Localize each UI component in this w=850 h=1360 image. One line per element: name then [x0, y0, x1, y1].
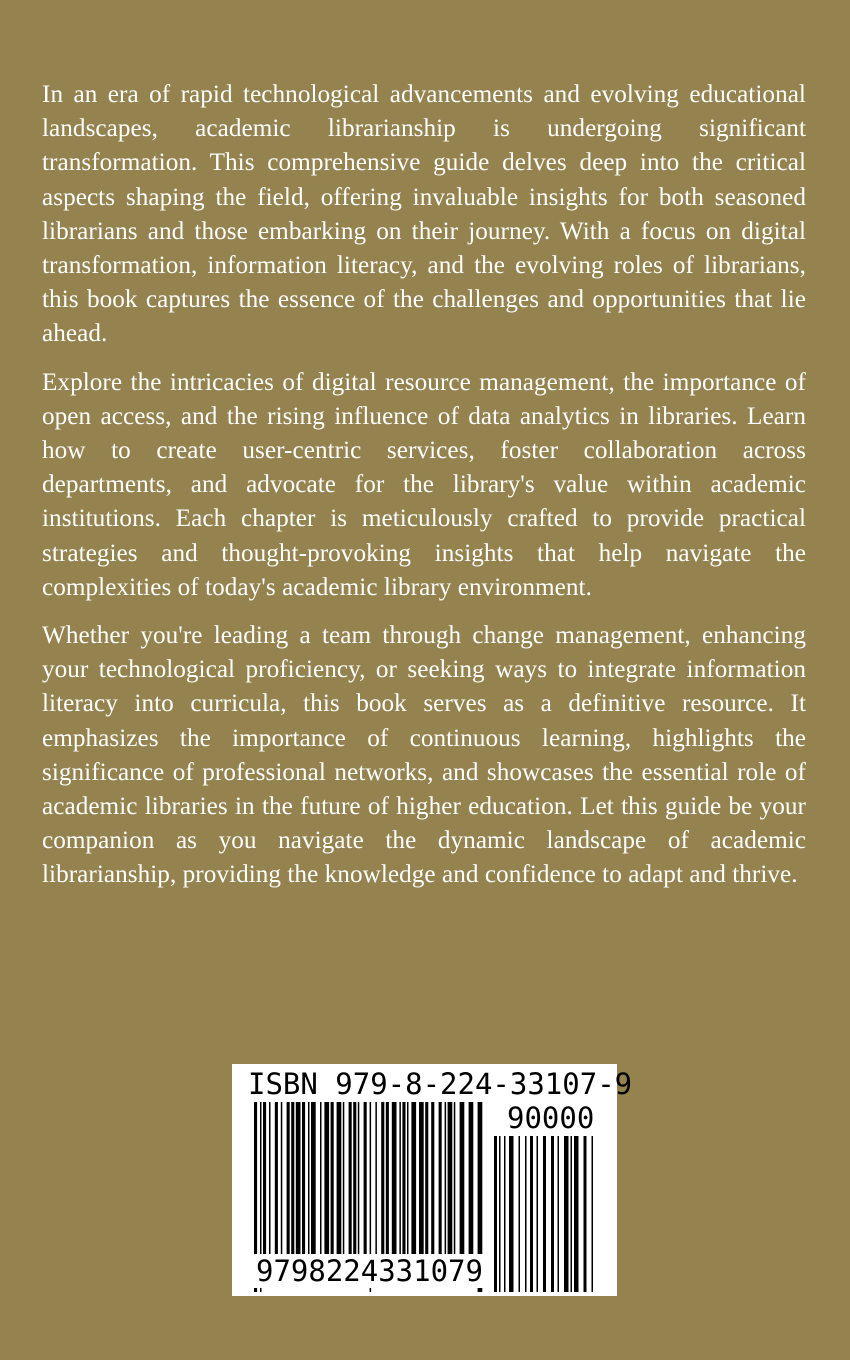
addon-bar [494, 1136, 497, 1292]
price-addon: 90000 [507, 1101, 595, 1135]
addon-bar [509, 1136, 514, 1292]
barcode-bar [269, 1102, 271, 1254]
barcode-bar [375, 1102, 377, 1254]
barcode-bar [407, 1102, 409, 1254]
barcode-bar [381, 1102, 384, 1254]
barcode-bar [287, 1102, 290, 1254]
barcode-bar [343, 1102, 345, 1254]
addon-bar [551, 1136, 554, 1292]
addon-bar [543, 1136, 546, 1292]
barcode-bar [275, 1102, 278, 1254]
barcode-bar [302, 1102, 305, 1254]
barcode-bar [311, 1102, 316, 1254]
barcode-bar [392, 1102, 397, 1254]
blurb-paragraph-1: In an era of rapid technological advancements and evolving educational landscapes, academic librarianship is undergoing significant transformation. This comprehensive guide delves deep into the critical aspects shaping the field, offering invaluable insights for both seasoned librarians and those embarking on their journey. With a focus on digital transformation, information literacy, and the evolving roles of librarians, this book captures the essence of the challenges and opportunities that lie ahead. [42, 81, 806, 348]
barcode-bar [353, 1102, 356, 1254]
addon-bar [558, 1136, 560, 1292]
barcode-bar [308, 1102, 310, 1254]
addon-bar [564, 1136, 569, 1292]
blurb-paragraph-2: Explore the intricacies of digital resource management, the importance of open access, and the rising influence of data analytics in libraries. Learn how to create user-centric services, foster collaboration across departments, and advocate for the library's value within academic institutions. Each chapter is meticulously crafted to provide practical strategies and thought-provoking insights that help navigate the complexities of today's academic library environment. [42, 368, 806, 601]
isbn-label: ISBN 979-8-224-33107-9 [248, 1067, 633, 1101]
addon-bar [530, 1136, 533, 1292]
barcode-bar [431, 1102, 434, 1254]
barcode-bar [291, 1102, 294, 1254]
isbn-barcode [232, 1064, 633, 1296]
barcode-bar [349, 1102, 352, 1254]
barcode-bar [281, 1102, 283, 1254]
barcode-bar [296, 1102, 301, 1254]
barcode-bar [445, 1102, 447, 1254]
barcode-bar [439, 1102, 442, 1254]
barcode-bar [469, 1102, 474, 1254]
barcode-bar [337, 1102, 342, 1254]
barcode-bar [331, 1102, 334, 1254]
ean-digits: 9798224331079 [256, 1254, 483, 1288]
addon-bar [499, 1136, 501, 1292]
barcode-bar [419, 1102, 424, 1254]
barcode-bar [448, 1102, 453, 1254]
addon-bar [574, 1136, 579, 1292]
barcode-bar [460, 1102, 465, 1254]
barcode-bar [386, 1102, 389, 1254]
barcode-bar [399, 1102, 401, 1254]
barcode-bar [425, 1102, 428, 1254]
addon-bar [504, 1136, 506, 1292]
addon-bar [519, 1136, 521, 1292]
addon-bar [592, 1136, 594, 1292]
addon-bar [584, 1136, 587, 1292]
addon-bar [571, 1136, 573, 1292]
barcode-bar [324, 1102, 329, 1254]
addon-bar [525, 1136, 527, 1292]
barcode-bar [320, 1102, 322, 1254]
barcode-bar [364, 1102, 367, 1254]
barcode-bar [358, 1102, 360, 1254]
barcode-bar [263, 1102, 266, 1254]
blurb-text [42, 78, 806, 907]
blurb-paragraph-3: Whether you're leading a team through change management, enhancing your technological proficiency, or seeking ways to integrate information literacy into curricula, this book serves as a definitive resource. It emphasizes the importance of continuous learning, highlights the significance of professional networks, and showcases the essential role of academic libraries in the future of higher education. Let this guide be your companion as you navigate the dynamic landscape of academic librarianship, providing the knowledge and confidence to adapt and thrive. [42, 622, 806, 889]
addon-bar [537, 1136, 539, 1292]
barcode-bar [411, 1102, 416, 1254]
barcode-bar [402, 1102, 405, 1254]
barcode-bar [454, 1102, 456, 1254]
